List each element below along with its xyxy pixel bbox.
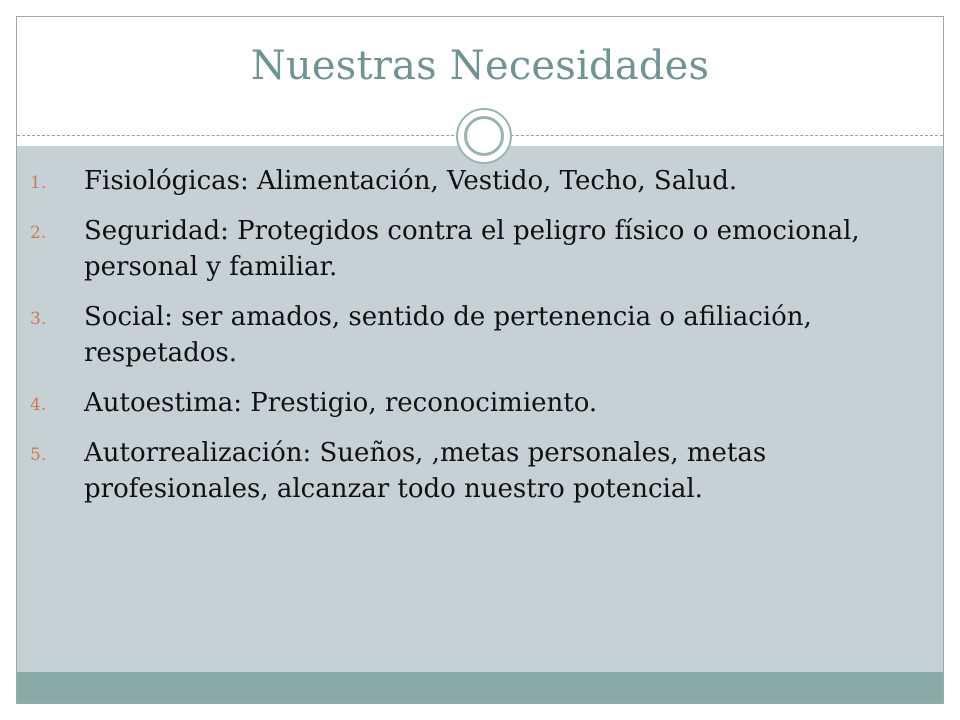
list-text: Seguridad: Protegidos contra el peligro físico o emocional, personal y familiar. [84,216,860,282]
list-text: Fisiológicas: Alimentación, Vestido, Techo, Salud. [84,166,738,196]
list-number: 2. [30,223,47,243]
slide-title: Nuestras Necesidades [250,43,710,89]
circle-ornament-inner [464,116,504,156]
list-item [30,163,910,199]
list-item [30,385,910,421]
list-number: 5. [30,445,47,465]
list-item [30,213,910,285]
list-text: Autorrealización: Sueños, ,metas personales, metas profesionales, alcanzar todo nuestro potencial. [84,438,767,504]
list-number: 1. [30,173,47,193]
list-item [30,299,910,371]
list-number: 3. [30,309,47,329]
list-number: 4. [30,395,47,415]
list-item [30,435,910,507]
list-text: Social: ser amados, sentido de pertenencia o afiliación, respetados. [84,302,812,368]
circle-ornament-icon [456,108,512,164]
footer-bar [17,672,943,704]
list-text: Autoestima: Prestigio, reconocimiento. [84,388,598,418]
needs-list [30,163,910,521]
